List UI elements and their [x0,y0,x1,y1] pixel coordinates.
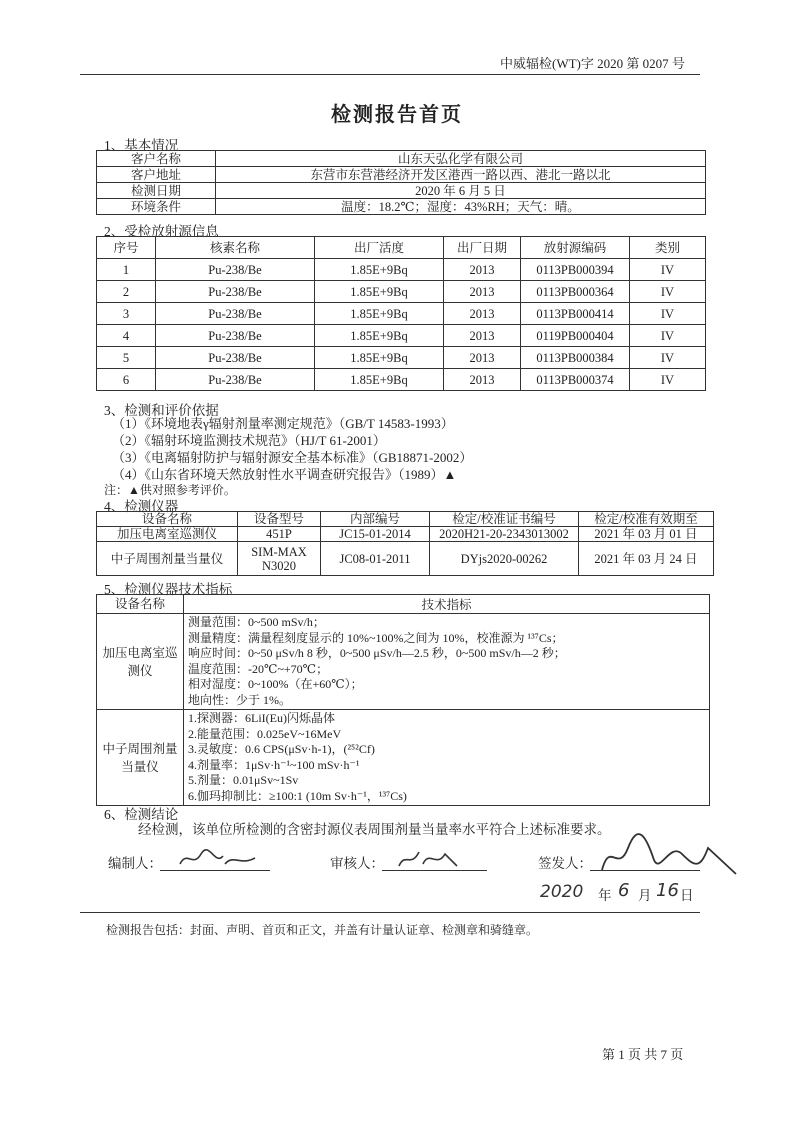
sign-year: 2020 [540,882,584,902]
list-item: （1）《环境地表γ辐射剂量率测定规范》（GB/T 14583-1993） [112,416,454,431]
reviewer-label: 审核人： [330,856,384,871]
sign-day: 16 [656,880,679,901]
column-header: 放射源编码 [521,237,630,259]
reviewer-signature [395,846,465,872]
spec-table [96,594,710,806]
column-header: 出厂活度 [315,237,444,259]
value-cell: 山东天弘化学有限公司 [216,151,706,167]
spec-line: 地向性：少于 1%。 [188,692,291,707]
spec-line: 3.灵敏度：0.6 CPS(μSv·h-1)，(²⁵²Cf) [188,742,375,756]
basic-info-table [96,150,706,215]
table-row [97,325,706,347]
cell: 2 [97,281,156,303]
day-char: 日 [680,888,694,903]
cell: IV [630,259,706,281]
list-item: （4）《山东省环境天然放射性水平调查研究报告》（1989）▲ [112,467,457,482]
instrument-name-cell: 加压电离室巡测仪 [97,614,184,710]
column-header: 设备型号 [238,512,321,527]
cell: 1.85E+9Bq [315,259,444,281]
reference-note: 注：▲供对照参考评价。 [104,483,236,497]
cell: 451P [238,527,321,542]
cell: 2013 [444,259,521,281]
cell: IV [630,347,706,369]
cell: 0113PB000414 [521,303,630,325]
cell: Pu-238/Be [156,281,315,303]
value-cell: 东营市东营港经济开发区港西一路以西、港北一路以北 [216,167,706,183]
cell: 2021 年 03 月 24 日 [579,542,714,576]
spec-line: 4.剂量率：1μSv·h⁻¹~100 mSv·h⁻¹ [188,757,360,772]
cell: 2013 [444,325,521,347]
cell: 2020H21-20-2343013002 [430,527,579,542]
cell: 2013 [444,347,521,369]
month-char: 月 [638,888,652,903]
spec-cell [184,710,710,806]
spec-line: 2.能量范围：0.025eV~16MeV [188,726,342,741]
cell: 1.85E+9Bq [315,303,444,325]
column-header: 核素名称 [156,237,315,259]
value-cell: 2020 年 6 月 5 日 [216,183,706,199]
cell: 0113PB000394 [521,259,630,281]
table-row [97,151,706,167]
spec-line: 测量范围：0~500 mSv/h； [188,615,325,629]
cell: SIM-MAX N3020 [238,542,321,576]
page-title: 检测报告首页 [331,104,463,126]
table-row [97,167,706,183]
section-5-heading: 5、检测仪器技术指标 [104,582,233,597]
cell: 6 [97,369,156,391]
cell: 1.85E+9Bq [315,325,444,347]
table-row [97,183,706,199]
cell: 1.85E+9Bq [315,369,444,391]
source-info-table [96,236,706,391]
cell: IV [630,369,706,391]
label-cell: 客户地址 [97,167,216,183]
spec-line: 响应时间：0~50 μSv/h 8 秒，0~500 μSv/h—2.5 秒，0~500 mSv/h—2 秒； [188,646,566,660]
cell: Pu-238/Be [156,369,315,391]
cell: 5 [97,347,156,369]
table-row [97,199,706,215]
list-item: （3）《电离辐射防护与辐射源安全基本标准》（GB18871-2002） [112,450,473,465]
table-row [97,303,706,325]
cell: 2013 [444,281,521,303]
column-header: 检定/校准证书编号 [430,512,579,527]
header-rule [80,74,700,75]
cell: 2013 [444,303,521,325]
label-cell: 检测日期 [97,183,216,199]
table-header-row [97,237,706,259]
preparer-label: 编制人： [108,856,162,871]
column-header: 检定/校准有效期至 [579,512,714,527]
cell: IV [630,303,706,325]
cell: 1.85E+9Bq [315,281,444,303]
cell: Pu-238/Be [156,303,315,325]
spec-line: 相对湿度：0~100%（在+60℃）； [188,677,363,691]
column-header: 序号 [97,237,156,259]
cell: 加压电离室巡测仪 [97,527,238,542]
spec-line: 5.剂量：0.01μSv~1Sv [188,773,299,787]
cell: 2013 [444,369,521,391]
section-1-heading: 1、基本情况 [104,138,179,153]
preparer-signature [175,846,265,872]
section-4-heading: 4、检测仪器 [104,499,179,514]
instrument-name-cell: 中子周围剂量当量仪 [97,710,184,806]
section-3-heading: 3、检测和评价依据 [104,403,219,418]
table-row [97,347,706,369]
table-row [97,542,714,576]
cell: IV [630,281,706,303]
cell: 0113PB000374 [521,369,630,391]
spec-line: 测量精度：满量程刻度显示的 10%~100%之间为 10%，校准源为 ¹³⁷Cs； [188,630,564,645]
label-cell: 环境条件 [97,199,216,215]
cell: Pu-238/Be [156,347,315,369]
reference-list [112,415,472,483]
issuer-label: 签发人： [538,856,592,871]
cell: JC15-01-2014 [321,527,430,542]
table-row [97,369,706,391]
table-row [97,710,710,806]
instrument-table [96,511,714,576]
cell: 1.85E+9Bq [315,347,444,369]
cell: DYjs2020-00262 [430,542,579,576]
page-number: 第 1 页 共 7 页 [602,1047,684,1062]
year-char: 年 [598,888,612,903]
column-header: 类别 [630,237,706,259]
cell: Pu-238/Be [156,325,315,347]
report-contents-note: 检测报告包括：封面、声明、首页和正文，并盖有计量认证章、检测章和骑缝章。 [106,923,539,937]
cell: 1 [97,259,156,281]
cell: 2021 年 03 月 01 日 [579,527,714,542]
cell: 中子周围剂量当量仪 [97,542,238,576]
column-header: 设备名称 [97,512,238,527]
column-header: 内部编号 [321,512,430,527]
issuer-signature [596,830,746,880]
cell: 0119PB000404 [521,325,630,347]
column-header: 设备名称 [97,595,184,614]
cell: 0113PB000384 [521,347,630,369]
value-cell: 温度：18.2℃；湿度：43%RH；天气：晴。 [216,199,706,215]
spec-line: 1.探测器：6LiI(Eu)闪烁晶体 [188,711,335,725]
list-item: （2）《辐射环境监测技术规范》（HJ/T 61-2001） [112,433,386,448]
sign-month: 6 [618,880,630,901]
column-header: 技术指标 [184,595,710,614]
table-row [97,614,710,710]
footer-rule [80,912,700,913]
cell: 4 [97,325,156,347]
spec-cell [184,614,710,710]
column-header: 出厂日期 [444,237,521,259]
spec-line: 6.伽玛抑制比：≥100:1 (10m Sv·h⁻¹，¹³⁷Cs) [188,788,407,803]
report-number: 中威辐检(WT)字 2020 第 0207 号 [500,56,685,71]
table-row [97,527,714,542]
table-row [97,259,706,281]
section-6-heading: 6、检测结论 [104,807,179,822]
table-header-row [97,512,714,527]
cell: 0113PB000364 [521,281,630,303]
table-row [97,281,706,303]
conclusion-text: 经检测，该单位所检测的含密封源仪表周围剂量当量率水平符合上述标准要求。 [138,822,611,837]
cell: IV [630,325,706,347]
spec-line: 温度范围：-20℃~+70℃； [188,661,329,676]
cell: JC08-01-2011 [321,542,430,576]
label-cell: 客户名称 [97,151,216,167]
table-header-row [97,595,710,614]
cell: 3 [97,303,156,325]
cell: Pu-238/Be [156,259,315,281]
section-2-heading: 2、受检放射源信息 [104,224,219,239]
